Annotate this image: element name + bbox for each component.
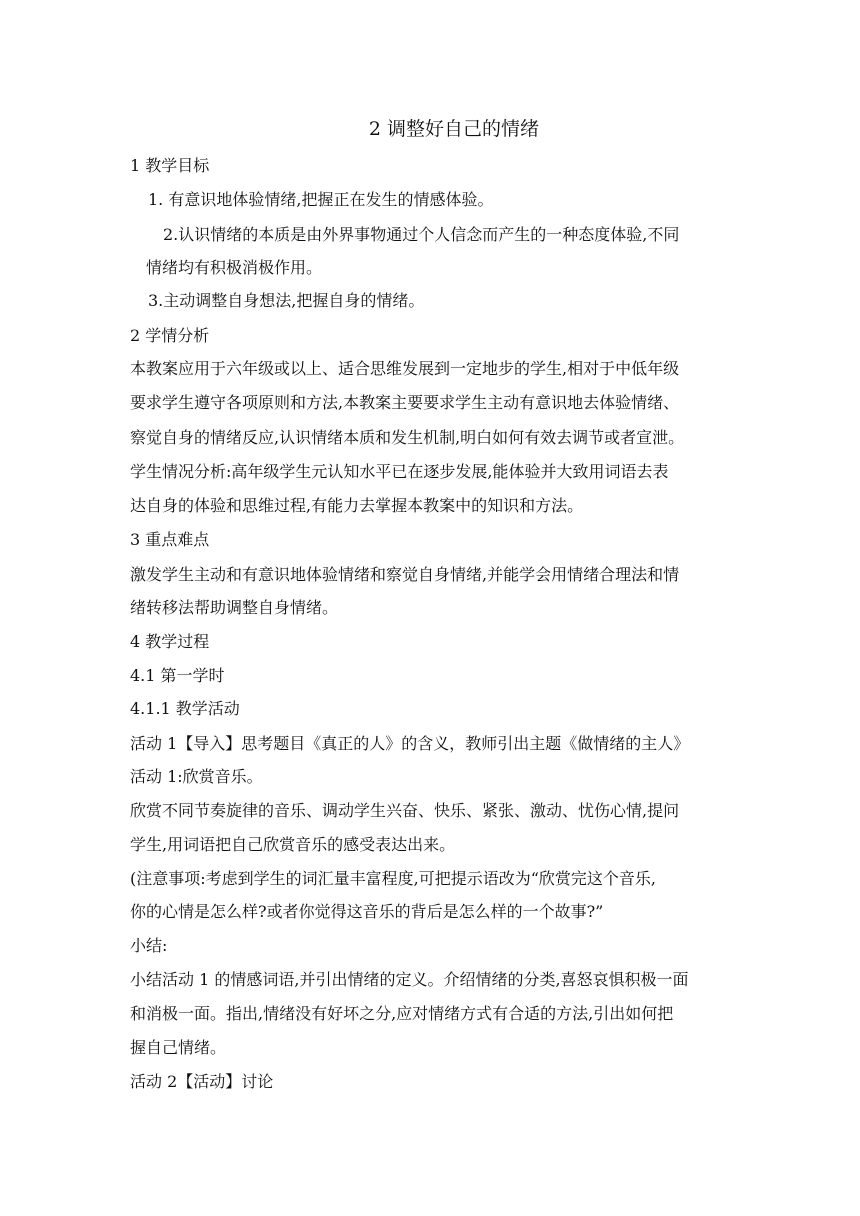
paragraph-line: 和消极一面。指出,情绪没有好坏之分,应对情绪方式有合适的方法,引出如何把 xyxy=(130,1004,674,1023)
paragraph-line: 要求学生遵守各项原则和方法,本教案主要要求学生主动有意识地去体验情绪、 xyxy=(130,393,680,412)
paragraph-line: 达自身的体验和思维过程,有能力去掌握本教案中的知识和方法。 xyxy=(130,496,584,515)
paragraph-line: 本教案应用于六年级或以上、适合思维发展到一定地步的学生,相对于中低年级 xyxy=(130,359,680,378)
paragraph-line: 活动 1【导入】思考题目《真正的人》的含义，教师引出主题《做情绪的主人》 xyxy=(130,734,690,753)
heading-key-difficulties: 3 重点难点 xyxy=(130,530,210,549)
paragraph-line: 活动 1:欣赏音乐。 xyxy=(130,767,263,786)
goal-item-3: 3.主动调整自身想法,把握自身的情绪。 xyxy=(148,291,425,310)
heading-student-analysis: 2 学情分析 xyxy=(130,326,210,345)
paragraph-line: 学生情况分析:高年级学生元认知水平已在逐步发展,能体验并大致用词语去表 xyxy=(130,462,669,481)
paragraph-line: 握自己情绪。 xyxy=(130,1038,227,1057)
heading-teaching-process: 4 教学过程 xyxy=(130,632,210,651)
paragraph-line: 学生,用词语把自己欣赏音乐的感受表达出来。 xyxy=(130,835,456,854)
paragraph-line: 小结活动 1 的情感词语,并引出情绪的定义。介绍情绪的分类,喜怒哀惧积极一面 xyxy=(130,970,689,989)
paragraph-line: 欣赏不同节奏旋律的音乐、调动学生兴奋、快乐、紧张、激动、忧伤心情,提问 xyxy=(130,801,680,820)
paragraph-line: 激发学生主动和有意识地体验情绪和察觉自身情绪,并能学会用情绪合理法和情 xyxy=(130,565,680,584)
goal-item-1: 1. 有意识地体验情绪,把握正在发生的情感体验。 xyxy=(148,190,494,209)
subheading-first-lesson: 4.1 第一学时 xyxy=(130,666,225,685)
paragraph-line: 活动 2【活动】讨论 xyxy=(130,1072,274,1091)
paragraph-line: 绪转移法帮助调整自身情绪。 xyxy=(130,598,339,617)
paragraph-line: (注意事项:考虑到学生的词汇量丰富程度,可把提示语改为“欣赏完这个音乐, xyxy=(130,869,656,888)
subheading-teaching-activities: 4.1.1 教学活动 xyxy=(130,699,240,718)
summary-label: 小结: xyxy=(130,936,168,955)
paragraph-line: 察觉自身的情绪反应,认识情绪本质和发生机制,明白如何有效去调节或者宣泄。 xyxy=(130,428,685,447)
heading-teaching-goals: 1 教学目标 xyxy=(130,156,210,175)
goal-item-2: 2.认识情绪的本质是由外界事物通过个人信念而产生的一种态度体验,不同 xyxy=(163,225,680,244)
paragraph-line: 你的心情是怎么样?或者你觉得这音乐的背后是怎么样的一个故事?” xyxy=(130,902,604,921)
goal-item-2-cont: 情绪均有积极消极作用。 xyxy=(146,258,323,277)
document-title: 2 调整好自己的情绪 xyxy=(368,118,540,140)
